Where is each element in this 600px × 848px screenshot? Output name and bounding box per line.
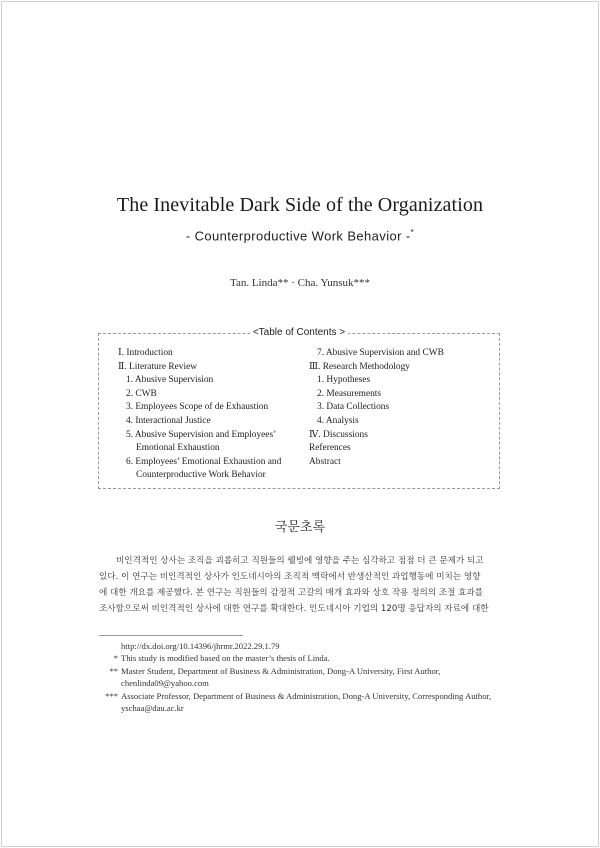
toc-heading: <Table of Contents > bbox=[99, 327, 499, 338]
toc-item: Abstract bbox=[309, 456, 341, 467]
footnote-text: Associate Professor, Department of Business & Administration, Dong-A University, Corresponding Author, yschaa@dau.ac.kr bbox=[121, 690, 492, 714]
footnote-mark: ** bbox=[109, 665, 118, 676]
footnotes bbox=[99, 640, 503, 714]
subtitle-text: - Counterproductive Work Behavior - bbox=[185, 228, 411, 244]
paper-subtitle bbox=[0, 228, 600, 243]
footnote-mark: * bbox=[113, 653, 118, 664]
toc-right-column bbox=[309, 347, 489, 469]
footnote-text: http://dx.doi.org/10.14396/jhrmr.2022.29.1.79 bbox=[121, 641, 280, 651]
footnote bbox=[99, 665, 503, 690]
toc-item: Counterproductive Work Behavior bbox=[136, 470, 266, 481]
footnote bbox=[99, 690, 503, 715]
toc-item: Ⅲ. Research Methodology bbox=[309, 361, 410, 372]
footnote bbox=[99, 652, 503, 664]
footnote-mark: *** bbox=[105, 690, 118, 701]
paper-title: The Inevitable Dark Side of the Organization bbox=[116, 194, 484, 216]
toc-item: Emotional Exhaustion bbox=[136, 443, 220, 454]
toc-item: 5. Abusive Supervision and Employees’ bbox=[126, 429, 277, 440]
subtitle-footnote-marker: * bbox=[410, 228, 415, 237]
toc-item: 3. Data Collections bbox=[317, 402, 390, 413]
toc-item: 2. CWB bbox=[126, 388, 157, 399]
abstract-line: 에 대한 개요를 제공했다. 본 연구는 직원들의 감정적 고갈의 매개 효과와 상호 작용 정의의 조절 효과를 bbox=[99, 588, 484, 598]
toc-item: 7. Abusive Supervision and CWB bbox=[317, 348, 444, 358]
toc-item: 3. Employees Scope of de Exhaustion bbox=[126, 402, 269, 413]
footnote-divider bbox=[99, 635, 243, 636]
toc-item: 4. Interactional Justice bbox=[126, 415, 211, 426]
toc-item: 2. Measurements bbox=[317, 388, 382, 399]
abstract-line: 있다. 이 연구는 비인격적인 상사가 인도네시아의 조직적 맥락에서 반생산적인 과업행동에 미치는 영향 bbox=[99, 572, 481, 582]
abstract-heading: 국문초록 bbox=[274, 520, 326, 535]
footnote bbox=[99, 640, 503, 652]
footnote-text: Master Student, Department of Business & Administration, Dong-A University, First Author, chenlinda09@yahoo.com bbox=[121, 665, 441, 689]
abstract-line: 조사함으로써 비인격적인 상사에 대한 연구를 확대한다. 인도네시아 기업의 120명 응답자의 자료에 대한 bbox=[99, 604, 489, 614]
footnote-text: This study is modified based on the master’s thesis of Linda. bbox=[121, 653, 330, 664]
author-line: Tan. Linda** · Cha. Yunsuk*** bbox=[230, 277, 370, 289]
toc-item: 1. Abusive Supervision bbox=[126, 375, 214, 386]
table-of-contents bbox=[98, 327, 500, 489]
toc-item: Ⅳ. Discussions bbox=[309, 429, 368, 440]
toc-item: Ⅱ. Literature Review bbox=[118, 361, 197, 372]
abstract-line: 비인격적인 상사는 조직을 괴롭히고 직원들의 웰빙에 영향을 주는 심각하고 점점 더 큰 문제가 되고 bbox=[116, 556, 484, 566]
toc-item: 1. Hypotheses bbox=[317, 375, 371, 386]
toc-left-column bbox=[118, 347, 318, 483]
footnote-mark bbox=[99, 640, 121, 652]
abstract-body bbox=[99, 553, 501, 617]
toc-item: References bbox=[309, 443, 351, 454]
toc-item: 4. Analysis bbox=[317, 415, 359, 426]
toc-item: 6. Employees’ Emotional Exhaustion and bbox=[126, 456, 282, 467]
toc-item: Ⅰ. Introduction bbox=[118, 348, 173, 358]
